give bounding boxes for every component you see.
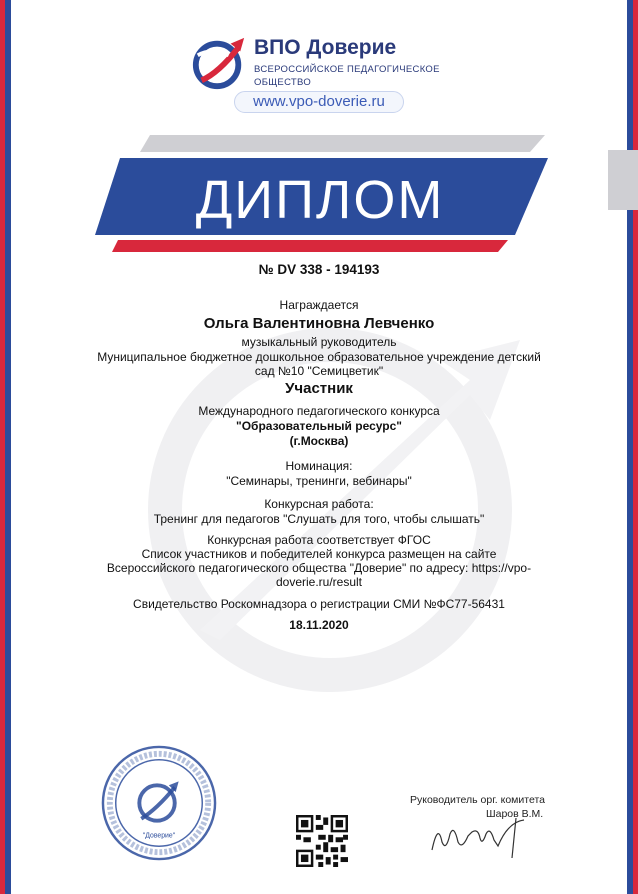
- contest-city: (г.Москва): [289, 434, 349, 448]
- organization-line2: сад №10 "Семицветик": [254, 364, 384, 378]
- handwritten-signature-icon: [428, 812, 548, 860]
- brand-title: ВПО Доверие: [254, 36, 397, 59]
- official-seal-icon: [100, 744, 218, 862]
- website-link[interactable]: www.vpo-doverie.ru: [234, 91, 404, 113]
- brand-logo-icon: [190, 34, 248, 92]
- signature-name: Шаров В.М.: [486, 808, 544, 820]
- signature-block: [400, 794, 560, 864]
- recipient-name: Ольга Валентиновна Левченко: [203, 315, 435, 332]
- results-note-line3[interactable]: doverie.ru/result: [275, 575, 363, 589]
- participant-status: Участник: [285, 380, 353, 397]
- work-label: Конкурсная работа:: [264, 497, 374, 511]
- awarded-label: Награждается: [279, 298, 359, 312]
- recipient-position: музыкальный руководитель: [241, 335, 397, 349]
- qr-code-icon[interactable]: [296, 815, 348, 867]
- diploma-date: 18.11.2020: [289, 618, 349, 632]
- fgos-note: Конкурсная работа соответствует ФГОС: [207, 533, 431, 547]
- media-certificate: Свидетельство Роскомнадзора о регистрации СМИ №ФС77-56431: [133, 597, 505, 611]
- brand-subtitle-line2: ОБЩЕСТВО: [254, 77, 312, 88]
- contest-name: "Образовательный ресурс": [236, 419, 402, 433]
- signature-role: Руководитель орг. комитета: [410, 794, 545, 806]
- seal-center-text: "Доверие": [142, 832, 176, 840]
- nomination-label: Номинация:: [285, 459, 353, 473]
- results-note-line2: Всероссийского педагогического общества "Доверие" по адресу: https://vpo-: [106, 561, 532, 575]
- brand-subtitle-line1: ВСЕРОССИЙСКОЕ ПЕДАГОГИЧЕСКОЕ: [254, 64, 440, 75]
- diploma-banner: [0, 130, 638, 260]
- nomination-value: "Семинары, тренинги, вебинары": [226, 474, 412, 488]
- diploma-number: № DV 338 - 194193: [258, 262, 380, 277]
- contest-line: Международного педагогического конкурса: [198, 404, 440, 418]
- organization-line1: Муниципальное бюджетное дошкольное образовательное учреждение детский: [97, 350, 541, 364]
- work-title: Тренинг для педагогов "Слушать для того, чтобы слышать": [153, 512, 485, 526]
- diploma-heading: ДИПЛОМ: [195, 170, 445, 230]
- results-note-line1: Список участников и победителей конкурса размещен на сайте: [141, 547, 497, 561]
